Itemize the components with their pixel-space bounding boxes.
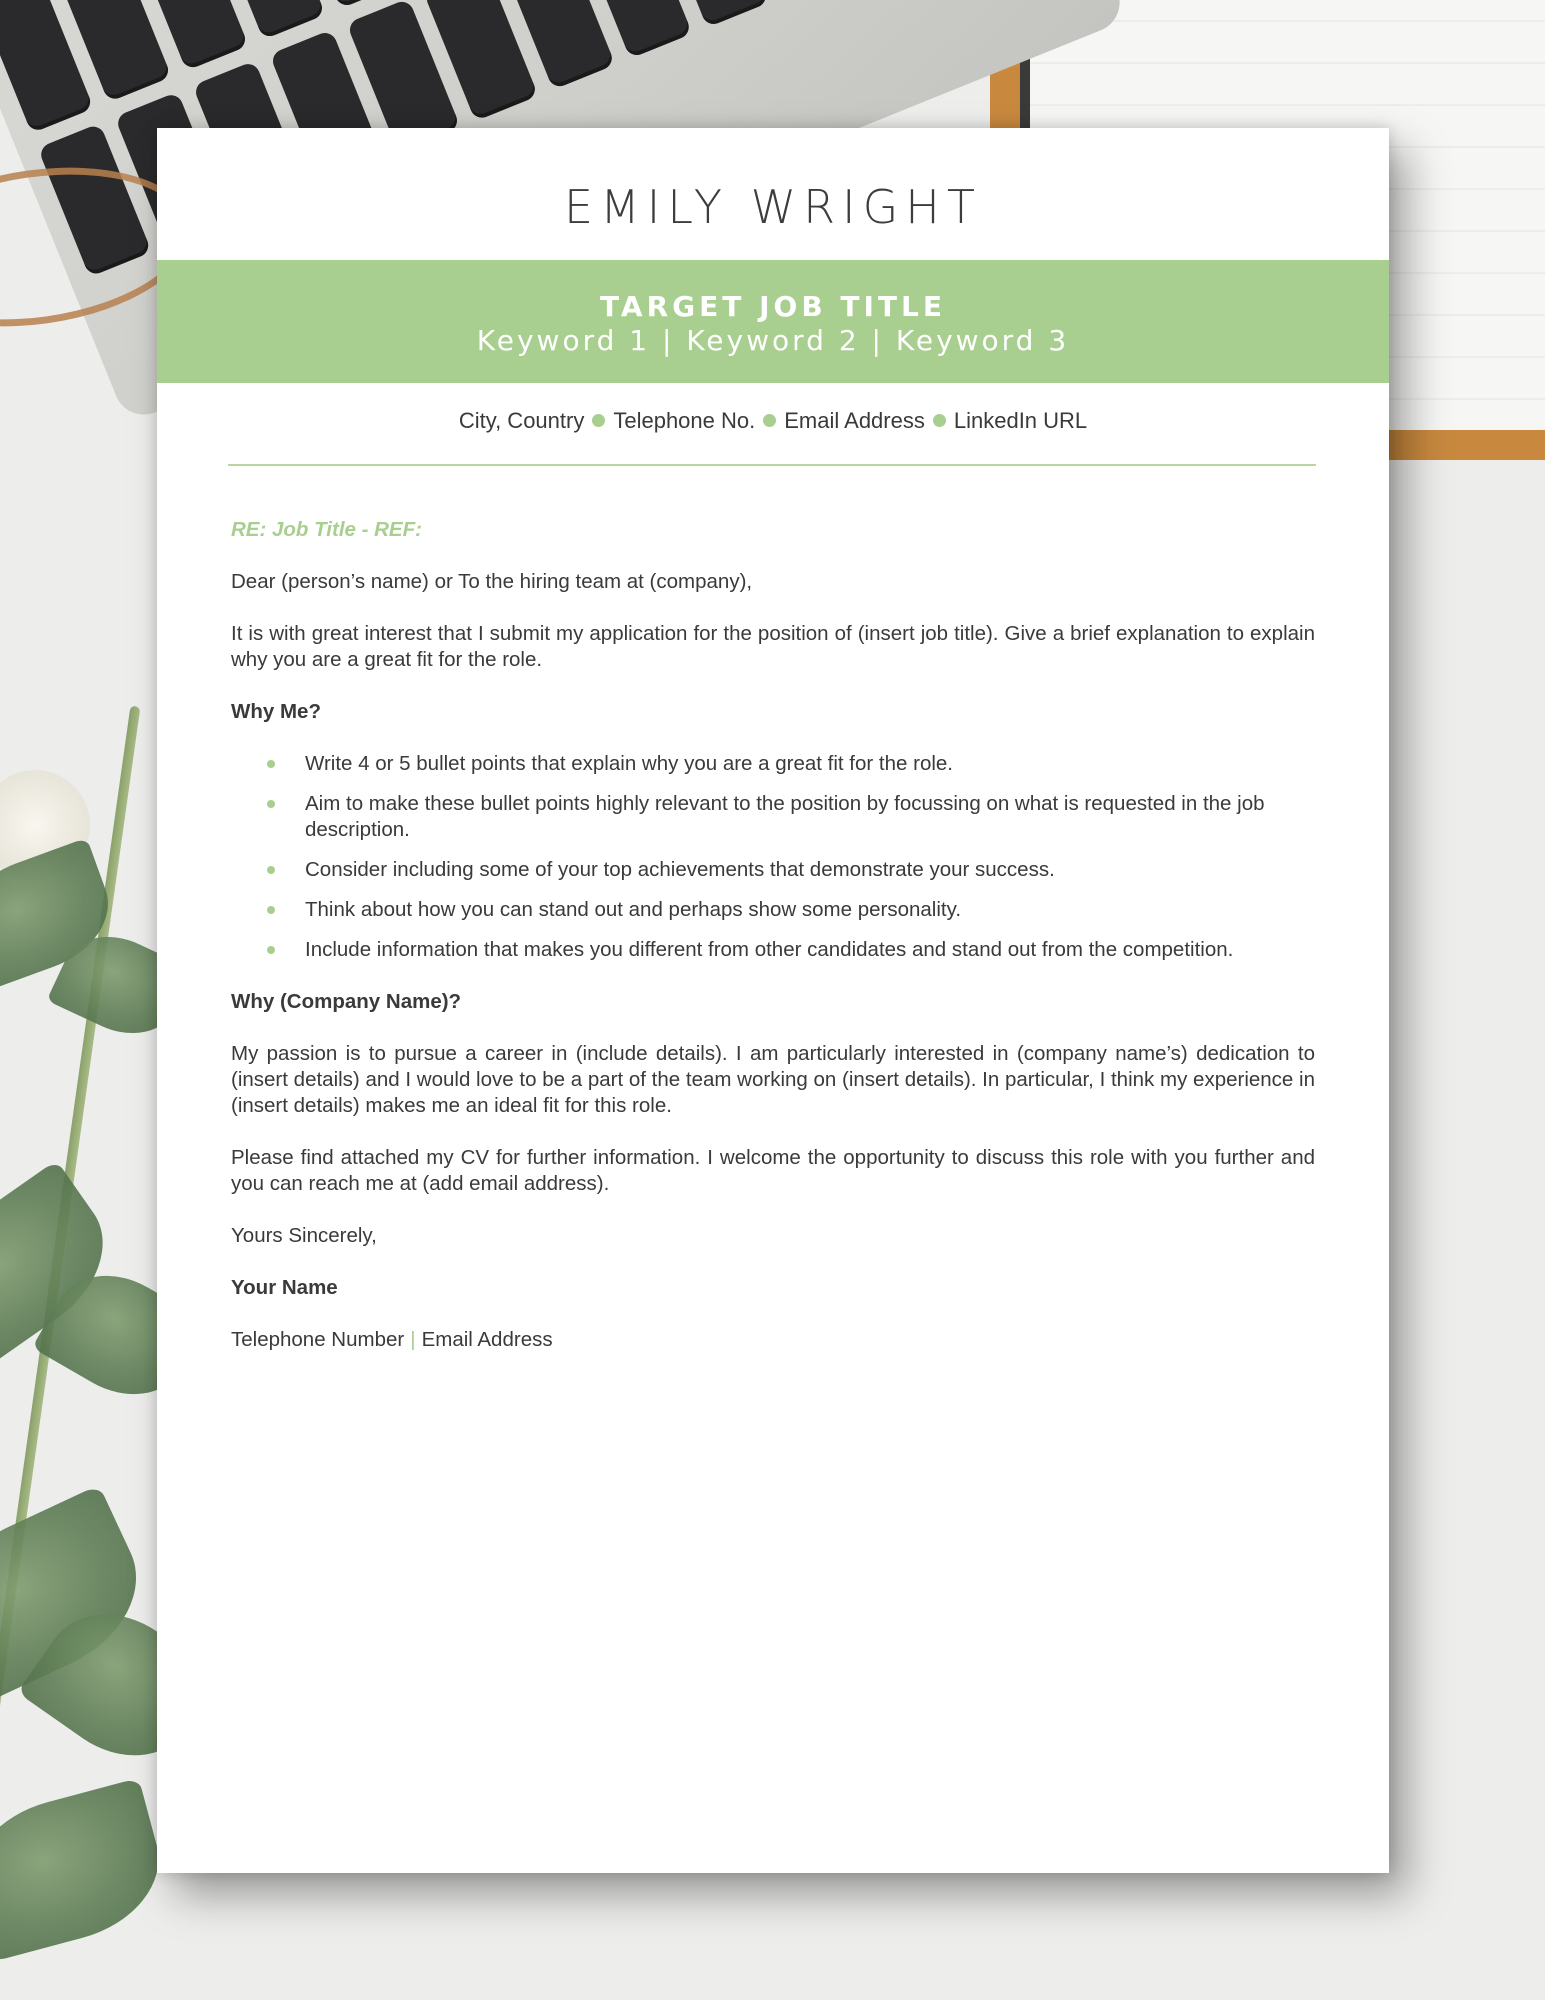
bullet-dot-icon bbox=[267, 760, 275, 768]
bullet-dot-icon bbox=[267, 946, 275, 954]
list-item-text: Write 4 or 5 bullet points that explain why you are a great fit for the role. bbox=[305, 752, 953, 775]
bullet-dot-icon bbox=[267, 906, 275, 914]
signature-phone: Telephone Number bbox=[231, 1328, 405, 1351]
passion-paragraph: My passion is to pursue a career in (include details). I am particularly interested in (company name’s) dedication to (insert details) and I would love to be a part of the team working on (insert details). In particular, I think my experience in (insert details) makes me an ideal fit for this role. bbox=[231, 1042, 1315, 1117]
contact-email: Email Address bbox=[784, 408, 925, 433]
contact-linkedin: LinkedIn URL bbox=[953, 408, 1088, 433]
intro-paragraph: It is with great interest that I submit my application for the position of (insert job title). Give a brief explanation to explain why you are a great fit for the role. bbox=[231, 622, 1315, 671]
plant-leaf bbox=[0, 1778, 175, 1962]
reference-line: RE: Job Title - REF: bbox=[231, 518, 422, 541]
list-item-text: Think about how you can stand out and perhaps show some personality. bbox=[305, 898, 962, 921]
why-company-heading: Why (Company Name)? bbox=[231, 990, 462, 1013]
bullet-dot-icon bbox=[267, 866, 275, 874]
list-item-text: Aim to make these bullet points highly relevant to the position by focussing on what is requested in the job description. bbox=[305, 792, 1265, 841]
signature-name: Your Name bbox=[231, 1276, 338, 1299]
signature-contact bbox=[231, 1327, 1315, 1353]
list-item-text: Include information that makes you different from other candidates and stand out from the competition. bbox=[305, 938, 1234, 961]
contact-phone: Telephone No. bbox=[613, 408, 756, 433]
signature-email: Email Address bbox=[421, 1328, 553, 1351]
separator-dot-icon bbox=[763, 414, 776, 427]
separator-dot-icon bbox=[933, 414, 946, 427]
header-divider bbox=[228, 464, 1316, 466]
why-me-list bbox=[231, 751, 1315, 963]
list-item bbox=[305, 751, 1315, 777]
contact-city: City, Country bbox=[458, 408, 585, 433]
list-item bbox=[305, 857, 1315, 883]
keywords-line: Keyword 1 | Keyword 2 | Keyword 3 bbox=[476, 324, 1070, 357]
sign-off: Yours Sincerely, bbox=[231, 1224, 377, 1247]
cover-letter-page bbox=[157, 128, 1389, 1873]
list-item bbox=[305, 937, 1315, 963]
target-job-title: TARGET JOB TITLE bbox=[599, 290, 946, 323]
letter-body bbox=[231, 517, 1315, 1379]
applicant-name: EMILY WRIGHT bbox=[564, 180, 982, 234]
list-item bbox=[305, 897, 1315, 923]
why-me-heading: Why Me? bbox=[231, 700, 321, 723]
list-item bbox=[305, 791, 1315, 843]
title-banner bbox=[157, 260, 1389, 383]
bullet-dot-icon bbox=[267, 800, 275, 808]
salutation: Dear (person’s name) or To the hiring team at (company), bbox=[231, 570, 753, 593]
signature-separator: | bbox=[410, 1328, 416, 1351]
contact-line bbox=[157, 408, 1389, 434]
separator-dot-icon bbox=[592, 414, 605, 427]
list-item-text: Consider including some of your top achievements that demonstrate your success. bbox=[305, 858, 1055, 881]
closing-paragraph: Please find attached my CV for further information. I welcome the opportunity to discuss this role with you further and you can reach me at (add email address). bbox=[231, 1146, 1315, 1195]
